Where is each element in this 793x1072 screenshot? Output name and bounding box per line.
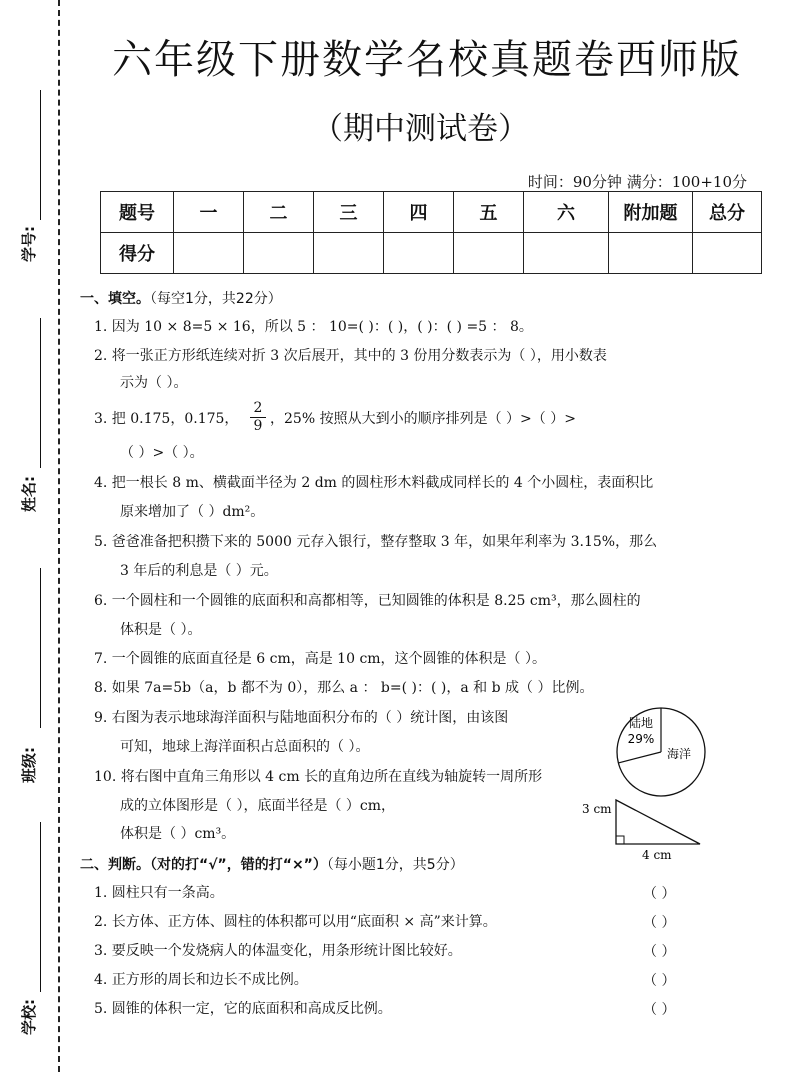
score-table-header-row xyxy=(101,192,762,233)
question-line: 9. 右图为表示地球海洋面积与陆地面积分布的（ ）统计图，由该图 xyxy=(94,710,509,726)
class-label: 班级: xyxy=(20,747,38,783)
answer-parentheses[interactable]: （ ） xyxy=(643,915,676,931)
judgement-item: 1. 圆柱只有一条高。 xyxy=(94,885,224,901)
judgement-item: 3. 要反映一个发烧病人的体温变化，用条形统计图比较好。 xyxy=(94,943,462,959)
score-cell[interactable] xyxy=(454,233,524,274)
question-line: 3. 把 0.1̇75̇，0.175， xyxy=(94,411,239,427)
school-label: 学校: xyxy=(20,999,38,1035)
score-cell[interactable] xyxy=(244,233,314,274)
score-table-header-cell: 题号 xyxy=(101,192,174,233)
pie-land-percent: 29% xyxy=(627,732,655,746)
fraction xyxy=(250,400,266,435)
question-line: 4. 把一根长 8 m、横截面半径为 2 dm 的圆柱形木料截成同样长的 4 个小圆柱，表面积比 xyxy=(94,475,654,491)
score-row-label: 得分 xyxy=(101,233,174,274)
question-line: 7. 一个圆锥的底面直径是 6 cm，高是 10 cm，这个圆锥的体积是（ ）。 xyxy=(94,651,547,667)
score-table-header-cell: 四 xyxy=(384,192,454,233)
section-note: （每小题1分，共5分） xyxy=(326,857,464,873)
question-line: 体积是（ ）。 xyxy=(120,622,202,638)
question-line: 2. 将一张正方形纸连续对折 3 次后展开，其中的 3 份用分数表示为（ ），用小数表 xyxy=(94,348,607,364)
score-table-header-cell: 一 xyxy=(174,192,244,233)
answer-parentheses[interactable]: （ ） xyxy=(643,886,676,902)
section-heading-judgement xyxy=(80,854,464,874)
page-title: 六年级下册数学名校真题卷西师版 xyxy=(112,37,742,83)
triangle-height-label: 3 cm xyxy=(582,802,612,816)
question-line: 体积是（ ）cm³。 xyxy=(120,826,236,842)
student-no-line[interactable] xyxy=(40,90,41,220)
score-table-header-cell: 二 xyxy=(244,192,314,233)
pie-ocean-label: 海洋 xyxy=(666,747,692,761)
question-line: 1. 因为 10 × 8=5 × 16，所以 5 ： 10=( )：( )，( )：( ) =5 ： 8。 xyxy=(94,319,533,335)
score-cell[interactable] xyxy=(609,233,693,274)
question-line: 示为（ ）。 xyxy=(120,375,188,391)
score-cell[interactable] xyxy=(174,233,244,274)
score-table-score-row xyxy=(101,233,762,274)
answer-parentheses[interactable]: （ ） xyxy=(643,973,676,989)
section-title: 一、填空。 xyxy=(80,291,150,307)
fraction-numerator: 2 xyxy=(253,400,263,416)
question-line: （ ）>（ ）。 xyxy=(120,445,204,461)
question-line: 可知，地球上海洋面积占总面积的（ ）。 xyxy=(120,739,370,755)
page-subtitle: （期中测试卷） xyxy=(312,111,529,147)
answer-parentheses[interactable]: （ ） xyxy=(643,944,676,960)
pie-land-label: 陆地 xyxy=(628,716,654,730)
section-note: （每空1分，共22分） xyxy=(150,291,282,307)
score-table xyxy=(100,191,762,274)
class-line[interactable] xyxy=(40,568,41,728)
name-line[interactable] xyxy=(40,318,41,468)
land-ocean-pie-chart xyxy=(615,706,707,798)
judgement-item: 5. 圆锥的体积一定，它的底面积和高成反比例。 xyxy=(94,1001,392,1017)
question-line: 10. 将右图中直角三角形以 4 cm 长的直角边所在直线为轴旋转一周所形 xyxy=(94,769,543,785)
right-triangle-figure xyxy=(578,796,708,864)
question-line: 3 年后的利息是（ ）元。 xyxy=(120,563,278,579)
question-line: ，25% 按照从大到小的顺序排列是（ ）>（ ）> xyxy=(270,411,576,427)
score-table-header-cell: 三 xyxy=(314,192,384,233)
right-triangle xyxy=(616,800,700,844)
score-table-header-cell: 六 xyxy=(524,192,609,233)
judgement-item: 2. 长方体、正方体、圆柱的体积都可以用“底面积 × 高”来计算。 xyxy=(94,914,497,930)
student-no-label: 学号: xyxy=(20,226,38,262)
triangle-base-label: 4 cm xyxy=(642,848,672,862)
score-table-header-cell: 五 xyxy=(454,192,524,233)
section-heading-fill-blank xyxy=(80,288,282,308)
answer-parentheses[interactable]: （ ） xyxy=(643,1002,676,1018)
name-label: 姓名: xyxy=(20,476,38,512)
school-line[interactable] xyxy=(40,822,41,992)
fraction-denominator: 9 xyxy=(250,417,266,435)
judgement-item: 4. 正方形的周长和边长不成比例。 xyxy=(94,972,308,988)
score-cell[interactable] xyxy=(524,233,609,274)
score-cell[interactable] xyxy=(384,233,454,274)
question-line: 8. 如果 7a=5b（a，b 都不为 0），那么 a ： b=( )：( )，a 和 b 成（ ）比例。 xyxy=(94,680,594,696)
binding-dashed-line xyxy=(58,0,60,1072)
question-line: 原来增加了（ ）dm²。 xyxy=(120,504,265,520)
exam-time-and-score: 时间：90分钟 满分：100+10分 xyxy=(527,173,747,191)
question-line: 6. 一个圆柱和一个圆锥的底面积和高都相等，已知圆锥的体积是 8.25 cm³，那么圆柱的 xyxy=(94,593,641,609)
score-table-header-cell: 总分 xyxy=(693,192,762,233)
question-line: 成的立体图形是（ ），底面半径是（ ）cm， xyxy=(120,798,396,814)
score-cell[interactable] xyxy=(314,233,384,274)
score-cell[interactable] xyxy=(693,233,762,274)
score-table-header-cell: 附加题 xyxy=(609,192,693,233)
section-title: 二、判断。（对的打“√”，错的打“×”） xyxy=(80,857,327,873)
question-line: 5. 爸爸准备把积攒下来的 5000 元存入银行，整存整取 3 年，如果年利率为 3.15%，那么 xyxy=(94,534,658,550)
